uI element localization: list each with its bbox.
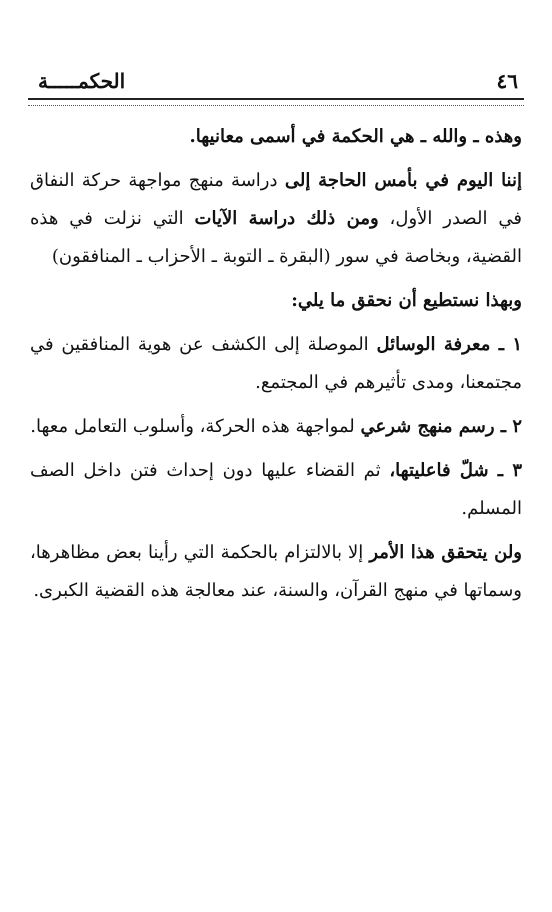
body-text [30,118,522,616]
text-segment: ولن يتحقق هذا الأمر [369,542,523,563]
text-segment: ٣ ـ شلّ فاعليتها، [389,460,523,481]
text-segment: الموصلة إلى الكشف عن هوية المنافقين في مجتمعنا، ومدى تأثيرهم في المجتمع. [30,334,522,393]
paragraph [30,162,522,276]
text-segment: دراسة منهج مواجهة حركة النفاق في الصدر الأول، [30,170,523,229]
text-segment: وبهذا نستطيع أن نحقق ما يلي: [291,290,522,311]
paragraph [30,534,522,610]
text-segment: ومن ذلك دراسة الآيات [194,208,379,229]
text-segment: وهذه ـ والله ـ هي الحكمة في أسمى معانيها. [189,126,522,147]
text-segment: لمواجهة هذه الحركة، وأسلوب التعامل معها. [30,416,361,437]
paragraph [30,282,522,320]
paragraph [30,118,522,156]
text-segment: إلا بالالتزام بالحكمة التي رأينا بعض مظاهرها، وسماتها في منهج القرآن، والسنة، عند معالجة هذه القضية الكبرى. [30,542,522,601]
text-segment: ثم القضاء عليها دون إحداث فتن داخل الصف المسلم. [30,460,522,519]
running-title: الحكمـــــة [38,69,126,93]
text-segment: ٢ ـ رسم منهج شرعي [360,416,522,437]
header-rule [28,98,524,106]
paragraph [30,326,522,402]
paragraph [30,408,522,446]
paragraph [30,452,522,528]
page-header [28,66,524,96]
text-segment: التي نزلت في هذه القضية، وبخاصة في سور (البقرة ـ التوبة ـ الأحزاب ـ المنافقون) [30,208,522,267]
page-number: ٤٦ [496,69,518,93]
text-segment: إننا اليوم في بأمس الحاجة إلى [284,170,523,191]
text-segment: ١ ـ معرفة الوسائل [376,334,522,355]
